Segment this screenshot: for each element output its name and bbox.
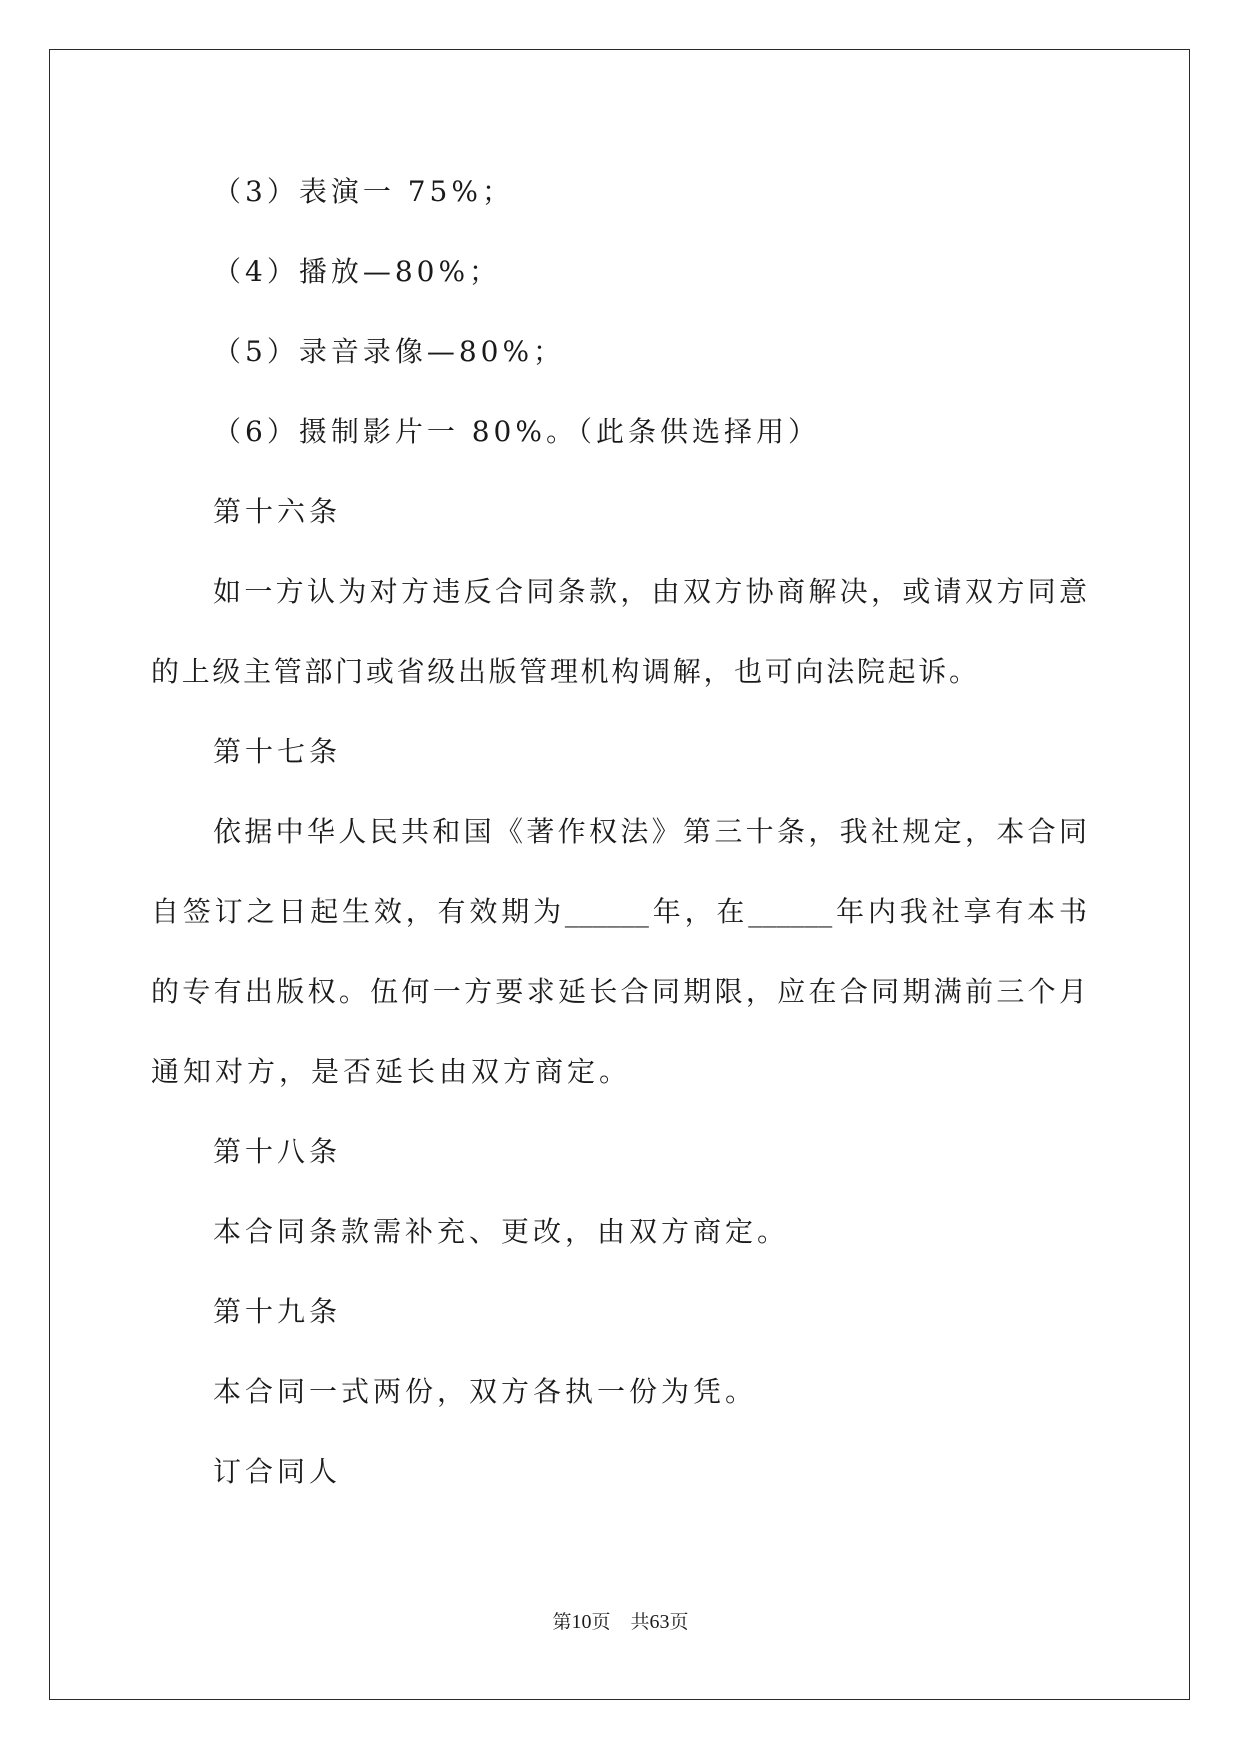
article-17-heading: 第十七条 <box>213 735 342 768</box>
article-19-text: 本合同一式两份，双方各执一份为凭。 <box>213 1375 758 1408</box>
article-17-text-line-4: 通知对方，是否延长由双方商定。 <box>151 1055 632 1088</box>
article-16-text-line-1: 如一方认为对方违反合同条款，由双方协商解决，或请双方同意 <box>213 575 1087 608</box>
article-18-text: 本合同条款需补充、更改，由双方商定。 <box>213 1215 790 1248</box>
footer-total-prefix: 共 <box>630 1611 650 1633</box>
article-18-heading: 第十八条 <box>213 1135 342 1168</box>
list-item-broadcast: （4）播放—80%； <box>213 255 502 288</box>
article-17-text-line-3: 的专有出版权。伍何一方要求延长合同期限，应在合同期满前三个月 <box>151 975 1087 1008</box>
article-16-heading: 第十六条 <box>213 495 342 528</box>
footer-page-prefix: 第 <box>552 1611 572 1633</box>
footer-current-page: 10 <box>571 1611 592 1633</box>
footer-page-suffix: 页 <box>591 1611 611 1633</box>
article-16-text-line-2: 的上级主管部门或省级出版管理机构调解，也可向法院起诉。 <box>151 655 977 688</box>
article-17-text-line-2: 自签订之日起生效，有效期为______年，在______年内我社享有本书 <box>151 895 1087 928</box>
article-19-heading: 第十九条 <box>213 1295 342 1328</box>
footer-total-pages: 63 <box>649 1611 670 1633</box>
list-item-recording: （5）录音录像—80%； <box>213 335 566 368</box>
list-item-film: （6）摄制影片一 80%。（此条供选择用） <box>213 415 820 448</box>
article-17-text-line-1: 依据中华人民共和国《著作权法》第三十条，我社规定，本合同 <box>213 815 1087 848</box>
footer-total-suffix: 页 <box>669 1611 689 1633</box>
page-footer <box>0 1609 1241 1635</box>
list-item-performance: （3）表演一 75%； <box>213 175 514 208</box>
signatory-label: 订合同人 <box>213 1455 342 1488</box>
